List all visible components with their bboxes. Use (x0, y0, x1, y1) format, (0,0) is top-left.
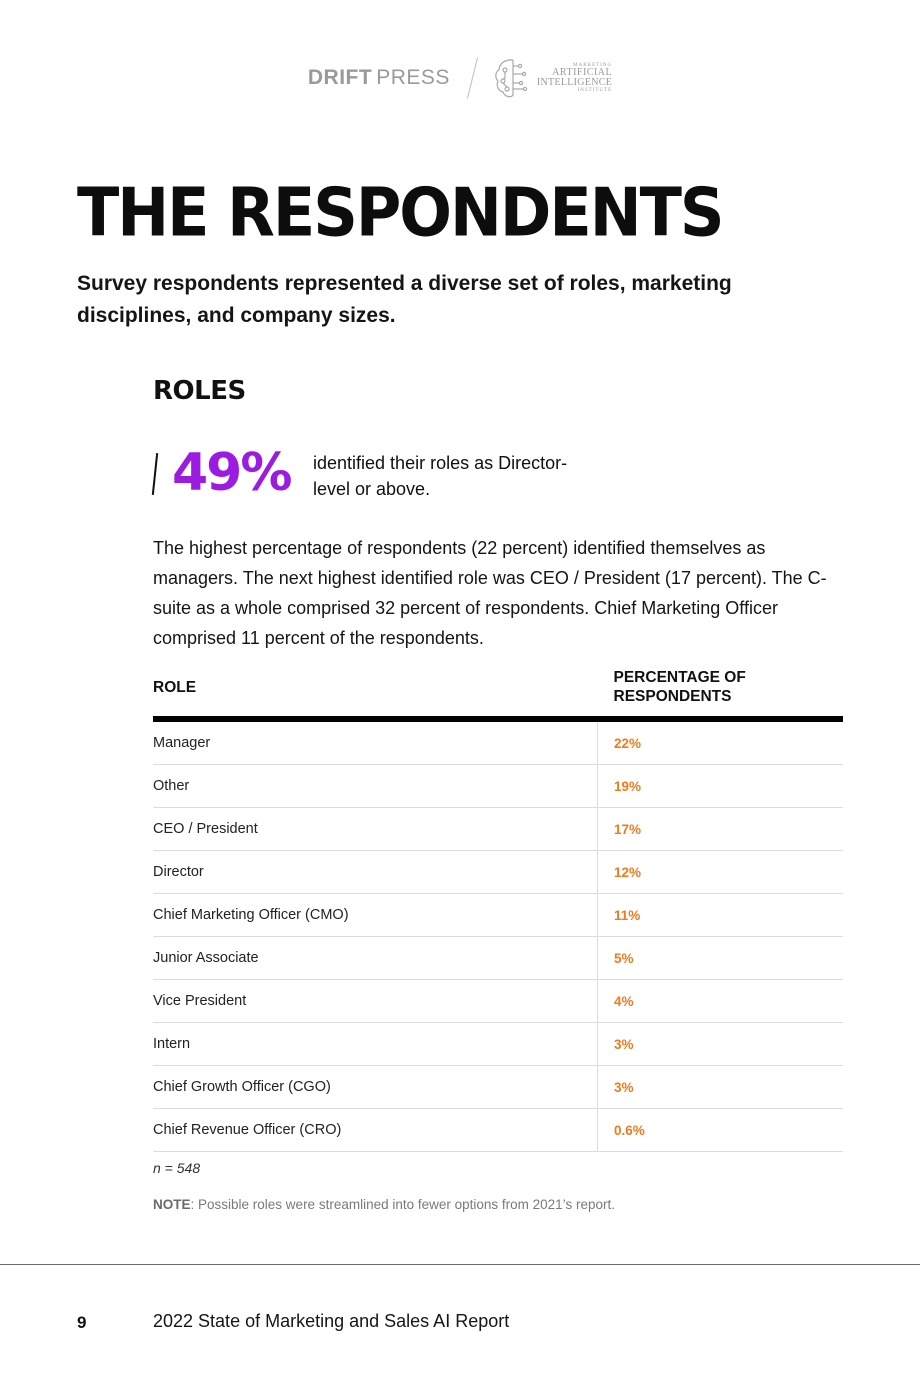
logo-mai-line3: INTELLIGENCE (536, 77, 613, 88)
role-cell: Other (153, 765, 598, 808)
logo-drift-text: DRIFT (307, 66, 373, 89)
role-cell: CEO / President (153, 808, 598, 851)
logo-mai-line4: INSTITUTE (577, 88, 613, 93)
page-number: 9 (77, 1313, 87, 1332)
header-role: ROLE (153, 662, 598, 719)
role-cell: Junior Associate (153, 937, 598, 980)
table-row (153, 719, 843, 765)
table-row (153, 808, 843, 851)
table-row (153, 937, 843, 980)
table-row (153, 765, 843, 808)
role-cell: Vice President (153, 980, 598, 1023)
table-note (153, 1197, 615, 1212)
page-title: THE RESPONDENTS (77, 173, 723, 252)
role-cell: Manager (153, 719, 598, 765)
intro-text: Survey respondents represented a diverse set of roles, marketing disciplines, and company sizes. (77, 272, 732, 327)
footer-divider (0, 1264, 920, 1265)
roles-paragraph: The highest percentage of respondents (22 percent) identified themselves as managers. The next highest identified role was CEO / President (17 percent). The C-suite as a whole comprised 32 percent of respondents. Chief Marketing Officer comprised 11 percent of the respondents. (153, 538, 827, 648)
percentage-cell: 11% (598, 894, 844, 937)
brain-circuit-icon (493, 56, 533, 100)
role-cell: Intern (153, 1023, 598, 1066)
logo-press-text: PRESS (376, 66, 450, 89)
table-row (153, 1109, 843, 1152)
marketing-ai-institute-logo (493, 56, 612, 100)
note-text: : Possible roles were streamlined into fewer options from 2021’s report. (190, 1197, 615, 1212)
percentage-cell: 22% (598, 719, 844, 765)
role-cell: Director (153, 851, 598, 894)
logo-mai-line2: ARTIFICIAL (552, 67, 613, 78)
table-row (153, 1023, 843, 1066)
drift-press-logo (308, 66, 450, 90)
table-row (153, 1066, 843, 1109)
logo-mai-line1: MARKETING (573, 63, 613, 68)
role-cell: Chief Growth Officer (CGO) (153, 1066, 598, 1109)
role-cell: Chief Marketing Officer (CMO) (153, 894, 598, 937)
table-header-row (153, 662, 843, 719)
percentage-cell: 5% (598, 937, 844, 980)
header-logos (0, 52, 920, 104)
percentage-cell: 19% (598, 765, 844, 808)
report-title: 2022 State of Marketing and Sales AI Report (153, 1311, 510, 1331)
percentage-cell: 17% (598, 808, 844, 851)
header-percentage: PERCENTAGE OF RESPONDENTS (598, 662, 844, 719)
percentage-cell: 4% (598, 980, 844, 1023)
roles-table (153, 662, 843, 1152)
stat-accent-bar (152, 453, 158, 495)
note-label: NOTE (153, 1197, 191, 1212)
table-row (153, 894, 843, 937)
table-row (153, 980, 843, 1023)
sample-size: n = 548 (153, 1160, 201, 1176)
table-row (153, 851, 843, 894)
percentage-cell: 0.6% (598, 1109, 844, 1152)
stat-caption: identified their roles as Director-level or above. (313, 453, 568, 499)
stat-value: 49% (172, 443, 291, 503)
roles-section-title: ROLES (153, 376, 246, 406)
role-cell: Chief Revenue Officer (CRO) (153, 1109, 598, 1152)
percentage-cell: 12% (598, 851, 844, 894)
percentage-cell: 3% (598, 1023, 844, 1066)
logo-divider (467, 58, 478, 99)
percentage-cell: 3% (598, 1066, 844, 1109)
